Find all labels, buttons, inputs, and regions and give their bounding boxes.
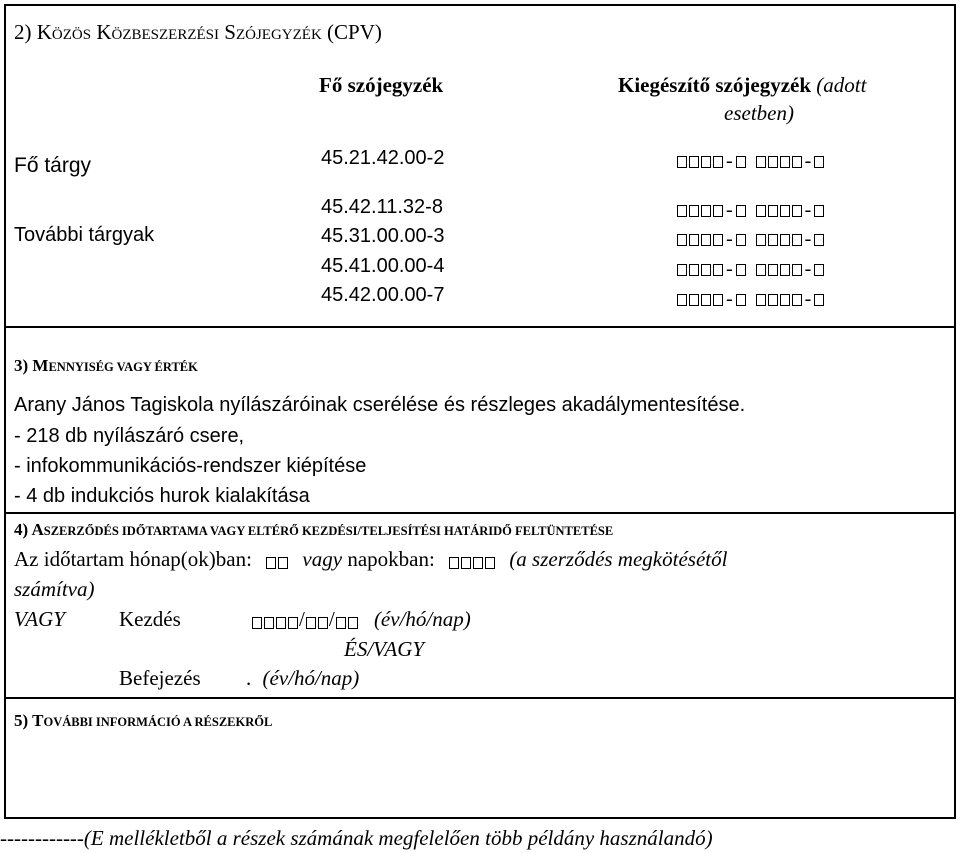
duration-row bbox=[14, 547, 727, 574]
quantity-line-1: Arany János Tagiskola nyílászáróinak cserélése és részleges akadálymentesítése. bbox=[14, 394, 746, 416]
supp-code-boxes-1: - - bbox=[676, 199, 825, 222]
supplementary-vocabulary-header-cont: esetben) bbox=[724, 101, 794, 125]
end-label: Befejezés bbox=[119, 666, 201, 690]
days-input-boxes[interactable] bbox=[448, 549, 496, 574]
or-word: vagy bbox=[302, 547, 343, 571]
divider-section4 bbox=[4, 697, 956, 699]
supp-code-boxes-main: - - bbox=[676, 150, 825, 173]
start-label: Kezdés bbox=[119, 607, 181, 631]
start-day-boxes[interactable] bbox=[335, 609, 359, 634]
section5-title: 5) TOVÁBBI INFORMÁCIÓ A RÉSZEKRŐL bbox=[14, 711, 273, 730]
start-month-boxes[interactable] bbox=[305, 609, 329, 634]
section2-title: 2) KÖZÖS KÖZBESZERZÉSI SZÓJEGYZÉK (CPV) bbox=[14, 20, 382, 44]
end-date-row bbox=[246, 666, 359, 691]
vagy-label: VAGY bbox=[14, 607, 65, 631]
additional-code-1: 45.42.11.32-8 bbox=[321, 196, 443, 218]
duration-label: Az időtartam hónap(ok)ban: bbox=[14, 547, 252, 571]
additional-code-2: 45.31.00.00-3 bbox=[321, 225, 445, 247]
duration-note-cont: számítva) bbox=[14, 577, 95, 601]
months-input-boxes[interactable] bbox=[265, 549, 289, 574]
supp-code-boxes-3: - - bbox=[676, 258, 825, 281]
quantity-line-2: - 218 db nyílászáró csere, bbox=[14, 425, 245, 447]
end-date-format: (év/hó/nap) bbox=[262, 666, 360, 690]
duration-note: (a szerződés megkötésétől bbox=[509, 547, 728, 571]
additional-subjects-label: További tárgyak bbox=[14, 224, 155, 246]
divider-section3 bbox=[4, 512, 956, 514]
days-label: napokban: bbox=[347, 547, 435, 571]
and-or-label: ÉS/VAGY bbox=[344, 637, 425, 661]
main-subject-label: Fő tárgy bbox=[14, 154, 92, 177]
section4-title: 4) ASZERZŐDÉS IDŐTARTAMA VAGY ELTÉRŐ KEZDÉSI/TELJESÍTÉSI HATÁRIDŐ FELTÜNTETÉSE bbox=[14, 520, 614, 539]
main-vocabulary-header: Fő szójegyzék bbox=[319, 73, 444, 97]
quantity-line-3: - infokommunikációs-rendszer kiépítése bbox=[14, 455, 367, 477]
start-date-format: (év/hó/nap) bbox=[373, 607, 471, 631]
additional-code-4: 45.42.00.00-7 bbox=[321, 284, 445, 306]
start-date-row: / / (év/hó/nap) bbox=[251, 607, 471, 634]
supp-code-boxes-4: - - bbox=[676, 288, 825, 311]
footer-note: ------------(E mellékletből a részek számának megfelelően több példány használandó) bbox=[0, 826, 713, 850]
supplementary-vocabulary-header: Kiegészítő szójegyzék (adott bbox=[618, 73, 867, 97]
start-year-boxes[interactable] bbox=[251, 609, 299, 634]
divider-section2 bbox=[4, 326, 956, 328]
end-date-dot: . bbox=[246, 666, 252, 690]
main-subject-code: 45.21.42.00-2 bbox=[321, 147, 445, 169]
supp-code-boxes-2: - - bbox=[676, 228, 825, 251]
section3-title: 3) MENNYISÉG VAGY ÉRTÉK bbox=[14, 356, 198, 375]
quantity-line-4: - 4 db indukciós hurok kialakítása bbox=[14, 485, 310, 507]
additional-code-3: 45.41.00.00-4 bbox=[321, 255, 445, 277]
